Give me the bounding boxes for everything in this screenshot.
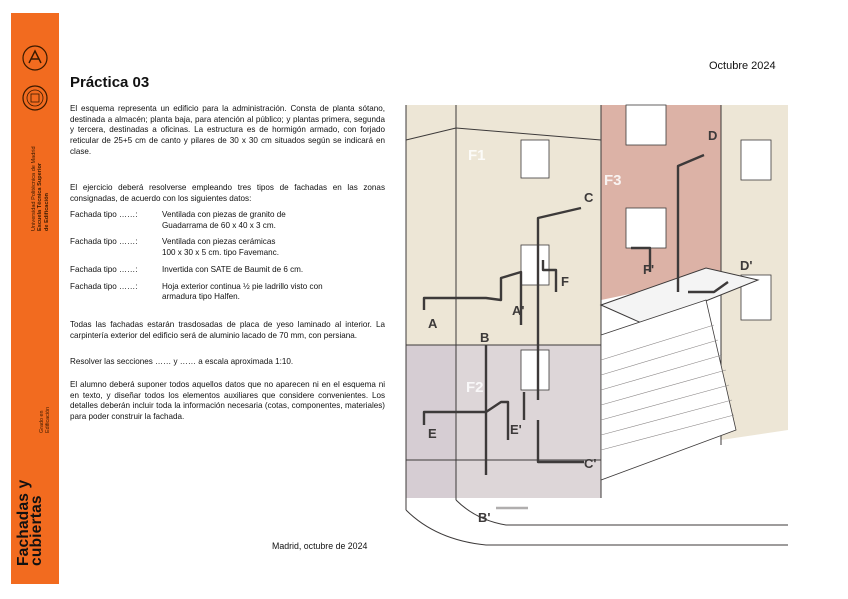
section-label: C': [584, 456, 597, 471]
header-date: Octubre 2024: [709, 60, 776, 72]
facade-type-item: Fachada tipo ……: Ventilada con piezas de granito de Guadarrama de 60 x 40 x 3 cm.: [70, 210, 286, 230]
section-label: A: [428, 316, 438, 331]
facade-types-list: [70, 210, 390, 309]
institution-text: Universidad Politécnica de Madrid Escuela Técnica Superior de Edificación: [31, 146, 50, 231]
facade-type-item: Fachada tipo ……: Ventilada con piezas cerámicas 100 x 30 x 5 cm. tipo Favemanc.: [70, 237, 279, 258]
zone-label: F3: [604, 172, 622, 189]
section-label: C: [584, 190, 594, 205]
section-label: E: [428, 426, 437, 441]
sidebar: [11, 13, 59, 584]
footer-date: Madrid, octubre de 2024: [272, 541, 368, 551]
upm-seal-icon: [20, 83, 50, 113]
section-label: B': [478, 510, 491, 525]
degree-text: Grado en Edificación: [39, 406, 52, 433]
section-label: E': [510, 422, 522, 437]
section-label: A': [512, 303, 525, 318]
facade-zone-f1: [406, 105, 601, 345]
sections-paragraph: Resolver las secciones …… y …… a escala aproximada 1:10.: [70, 357, 294, 366]
section-label: F': [643, 262, 655, 277]
zone-label: F1: [468, 147, 486, 164]
etsem-logo-icon: [20, 43, 50, 73]
section-label: B: [480, 330, 490, 345]
building-sketch: [396, 100, 788, 558]
facade-type-item: Fachada tipo ……: Invertida con SATE de Baumit de 6 cm.: [70, 264, 304, 274]
page-title: Práctica 03: [70, 74, 150, 91]
section-label: F: [561, 274, 569, 289]
assumptions-paragraph: El alumno deberá suponer todos aquellos datos que no aparecen ni en el esquema ni en texto, y diseñar todos los elementos auxiliares que considere convenientes. Los detalles deberán incluir toda la información necesaria (cotas, componentes, materiales) para poder construir la fachada.: [70, 380, 385, 422]
intro-paragraph: El esquema representa un edificio para la administración. Consta de planta sótano, destinada a almacén; planta baja, para atención al público; y plantas primera, segunda y tercera, destinadas a oficinas. La estructura es de hormigón armado, con forjado reticular de 25+5 cm de canto y pilares de 30 x 30 cm situados según se indicará en clase.: [70, 104, 385, 156]
zone-label: F2: [466, 379, 484, 396]
exercise-paragraph: El ejercicio deberá resolverse empleando tres tipos de fachadas en las zonas consignadas, de acuerdo con los siguientes datos:: [70, 183, 385, 203]
course-brand: Fachadas y cubiertas: [15, 479, 45, 566]
section-label: D: [708, 128, 718, 143]
facade-type-item: Fachada tipo ……: Hoja exterior continua ½ pie ladrillo visto con armadura tipo Halfen.: [70, 281, 323, 302]
section-label: D': [740, 258, 753, 273]
lining-paragraph: Todas las fachadas estarán trasdosadas de placa de yeso laminado al interior. La carpintería exterior del edificio será de aluminio lacado de 70 mm, con persiana.: [70, 320, 385, 340]
